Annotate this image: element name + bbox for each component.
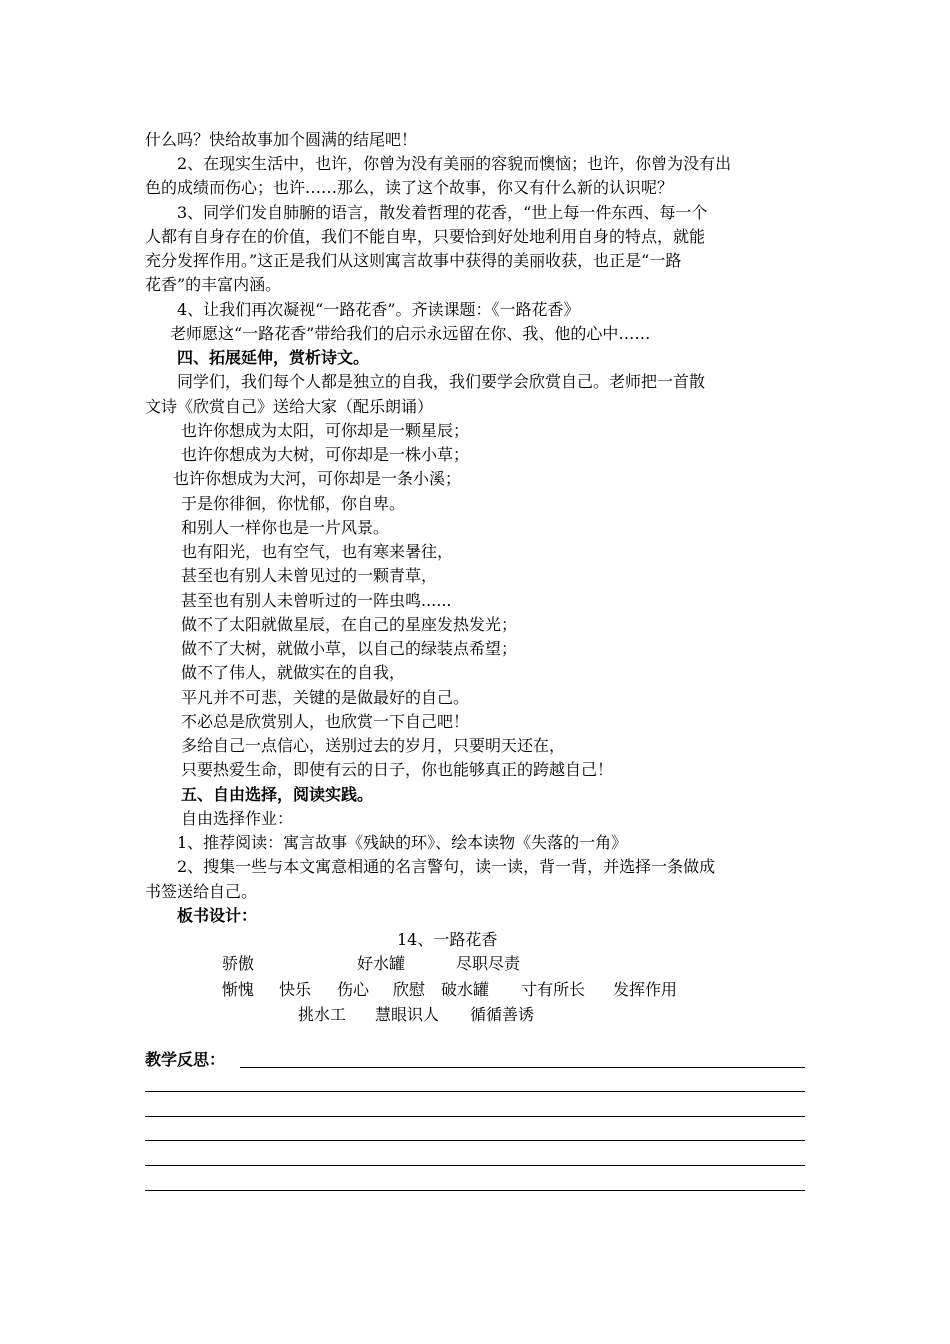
text-line: 同学们，我们每个人都是独立的自我，我们要学会欣赏自己。老师把一首散 <box>177 372 706 391</box>
board-word: 慧眼识人 <box>375 1005 440 1024</box>
poem-line: 和别人一样你也是一片风景。 <box>181 518 390 537</box>
poem-line: 甚至也有别人未曾见过的一颗青草， <box>181 566 438 585</box>
text-line: 什么吗？快给故事加个圆满的结尾吧！ <box>145 130 418 149</box>
writing-line <box>145 1190 805 1191</box>
poem-line: 也许你想成为大树，可你却是一株小草； <box>181 445 470 464</box>
writing-line <box>240 1067 805 1068</box>
board-word: 破水罐 <box>441 980 490 999</box>
board-word: 伤心 <box>337 980 370 999</box>
board-word: 欣慰 <box>393 980 426 999</box>
board-word: 尽职尽责 <box>456 954 521 973</box>
board-word: 好水罐 <box>357 954 406 973</box>
poem-line: 也许你想成为太阳，可你却是一颗星辰； <box>181 421 470 440</box>
board-title: 14、一路花香 <box>397 930 498 949</box>
board-word: 骄傲 <box>222 954 255 973</box>
board-heading: 板书设计： <box>177 906 258 925</box>
poem-line: 做不了大树，就做小草，以自己的绿装点希望； <box>181 639 518 658</box>
text-line: 4、让我们再次凝视“一路花香”。齐读课题：《一路花香》 <box>177 300 580 319</box>
text-line: 老师愿这“一路花香”带给我们的启示永远留在你、我、他的心中…… <box>170 324 651 343</box>
text-line: 3、同学们发自肺腑的语言，散发着哲理的花香，“世上每一件东西、每一个 <box>177 203 708 222</box>
poem-line: 做不了太阳就做星辰，在自己的星座发热发光； <box>181 615 518 634</box>
text-line: 2、在现实生活中，也许，你曾为没有美丽的容貌而懊恼；也许，你曾为没有出 <box>177 154 732 173</box>
board-word: 快乐 <box>279 980 312 999</box>
text-line: 色的成绩而伤心；也许……那么，读了这个故事，你又有什么新的认识呢？ <box>145 178 674 197</box>
text-line: 花香”的丰富内涵。 <box>145 275 282 294</box>
poem-line: 也有阳光，也有空气，也有寒来暑往， <box>181 542 454 561</box>
text-line: 充分发挥作用。”这正是我们从这则寓言故事中获得的美丽收获，也正是“一路 <box>145 251 682 270</box>
section-heading: 五、自由选择，阅读实践。 <box>181 785 374 804</box>
writing-line <box>145 1140 805 1141</box>
poem-line: 于是你徘徊，你忧郁，你自卑。 <box>181 494 406 513</box>
writing-line <box>145 1116 805 1117</box>
board-word: 寸有所长 <box>521 980 586 999</box>
board-word: 惭愧 <box>222 980 255 999</box>
text-line: 文诗《欣赏自己》送给大家（配乐朗诵） <box>145 397 434 416</box>
poem-line: 甚至也有别人未曾听过的一阵虫鸣...... <box>181 591 452 610</box>
text-line: 自由选择作业： <box>181 809 294 828</box>
poem-line: 也许你想成为大河，可你却是一条小溪； <box>173 469 462 488</box>
poem-line: 只要热爱生命，即使有云的日子，你也能够真正的跨越自己！ <box>181 760 614 779</box>
text-line: 书签送给自己。 <box>145 882 258 901</box>
section-heading: 四、拓展延伸，赏析诗文。 <box>177 348 370 367</box>
poem-line: 不必总是欣赏别人，也欣赏一下自己吧！ <box>181 712 470 731</box>
text-line: 人都有自身存在的价值，我们不能自卑，只要恰到好处地利用自身的特点，就能 <box>145 227 706 246</box>
board-word: 挑水工 <box>298 1005 347 1024</box>
poem-line: 做不了伟人，就做实在的自我， <box>181 663 406 682</box>
writing-line <box>145 1091 805 1092</box>
poem-line: 多给自己一点信心，送别过去的岁月，只要明天还在， <box>181 736 566 755</box>
board-word: 循循善诱 <box>470 1005 535 1024</box>
poem-line: 平凡并不可悲，关键的是做最好的自己。 <box>181 688 470 707</box>
text-line: 1、推荐阅读：寓言故事《残缺的环》、绘本读物《失落的一角》 <box>177 833 628 852</box>
board-word: 发挥作用 <box>613 980 678 999</box>
reflection-label: 教学反思： <box>145 1050 226 1069</box>
text-line: 2、搜集一些与本文寓意相通的名言警句，读一读，背一背，并选择一条做成 <box>177 857 716 876</box>
writing-line <box>145 1165 805 1166</box>
